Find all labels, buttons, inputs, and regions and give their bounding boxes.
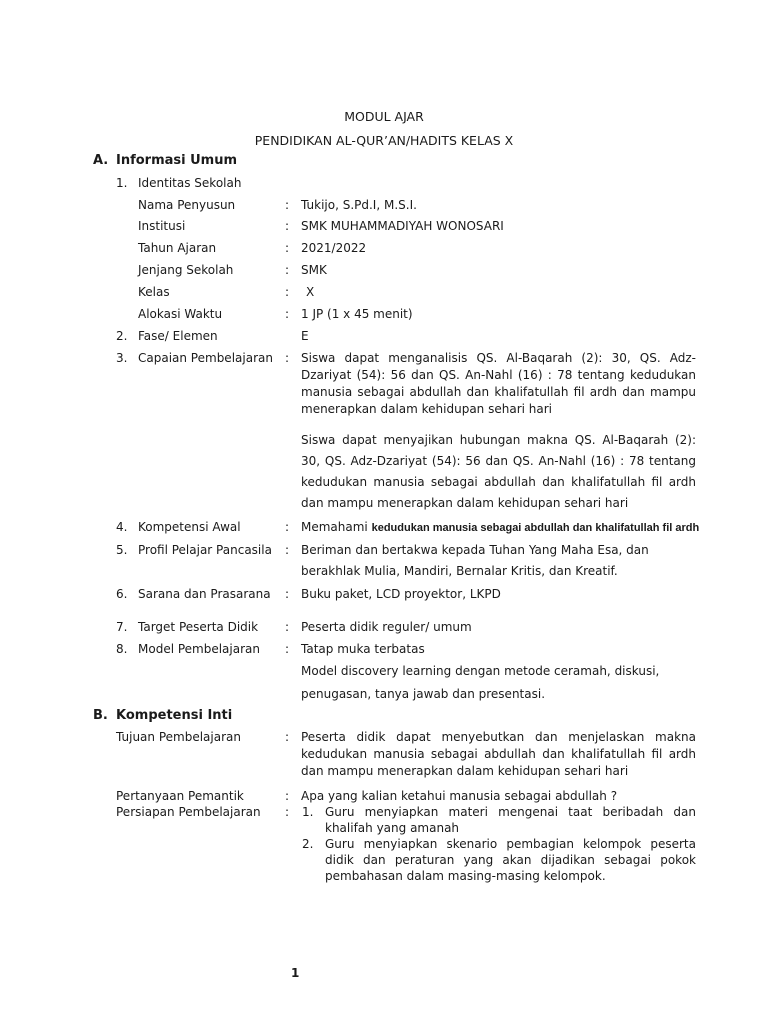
tujuan-value: Peserta didik dapat menyebutkan dan menjelaskan makna kedudukan manusia sebagai abdullah dan khalifatullah fil ardh dan mampu menerapkan dalam kehidupan sehari hari (301, 730, 696, 778)
field-label: Nama Penyusun (138, 198, 236, 212)
persiapan-item-text: Guru menyiapkan materi mengenai taat beribadah dan khalifah yang amanah (325, 805, 696, 835)
section-b-heading: Kompetensi Inti (116, 708, 233, 723)
colon: : (285, 543, 290, 557)
profil-value: Beriman dan bertakwa kepada Tuhan Yang Maha Esa, dan berakhlak Mulia, Mandiri, Bernalar Kritis, dan Kreatif. (301, 543, 649, 578)
fase-label: Fase/ Elemen (138, 329, 218, 343)
target-value: Peserta didik reguler/ umum (301, 620, 472, 634)
field-label: Institusi (138, 219, 186, 233)
colon: : (285, 587, 290, 601)
fase-value: E (301, 329, 309, 343)
field-value: SMK (301, 263, 327, 277)
target-label: Target Peserta Didik (138, 620, 259, 634)
field-value: 2021/2022 (301, 241, 367, 255)
item-number: 5. (116, 543, 128, 557)
colon: : (285, 642, 290, 656)
field-value: Tukijo, S.Pd.I, M.S.I. (301, 198, 417, 212)
capaian-paragraph-2: Siswa dapat menyajikan hubungan makna QS. Al-Baqarah (2): 30, QS. Adz-Dzariyat (54): 56 dan QS. An-Nahl (16) : 78 tentang kedudukan manusia sebagai abdullah dan khalifatullah fil ardh dan mampu menerapkan dalam kehidupan sehari hari (301, 433, 696, 510)
field-label: Alokasi Waktu (138, 307, 223, 321)
doc-subtitle: PENDIDIKAN AL-QUR’AN/HADITS KELAS X (254, 133, 514, 148)
page-number: 1 (291, 966, 300, 980)
kompetensi-awal-bold: kedudukan manusia sebagai abdullah dan khalifatullah fil ardh (371, 522, 700, 534)
colon: : (285, 730, 290, 744)
sarana-value: Buku paket, LCD proyektor, LKPD (301, 587, 501, 601)
profil-label: Profil Pelajar Pancasila (138, 543, 272, 557)
field-value: 1 JP (1 x 45 menit) (301, 307, 413, 321)
capaian-paragraph-1: Siswa dapat menganalisis QS. Al-Baqarah (2): 30, QS. Adz-Dzariyat (54): 56 dan QS. An-Nahl (16) : 78 tentang kedudukan manusia sebagai abdullah dan khalifatullah fil ardh dan mampu menerapkan dalam kehidupan sehari hari (301, 351, 696, 416)
persiapan-item-text: Guru menyiapkan skenario pembagian kelompok peserta didik dan peraturan yang akan dijadikan sebagai pokok pembahasan dalam masing-masing kelompok. (325, 837, 696, 883)
colon: : (285, 620, 290, 634)
section-a-letter: A. (93, 153, 109, 168)
capaian-label: Capaian Pembelajaran (138, 351, 273, 365)
colon: : (285, 241, 290, 255)
section-b-letter: B. (93, 708, 108, 723)
colon: : (285, 263, 290, 277)
item-number: 7. (116, 620, 128, 634)
colon: : (285, 219, 290, 233)
doc-title: MODUL AJAR (344, 109, 424, 124)
pertanyaan-label: Pertanyaan Pemantik (116, 789, 244, 803)
item-number: 6. (116, 587, 128, 601)
colon: : (285, 285, 290, 299)
colon: : (285, 351, 290, 365)
tujuan-label: Tujuan Pembelajaran (116, 730, 241, 744)
colon: : (285, 520, 290, 534)
persiapan-item-number: 2. (302, 837, 314, 851)
persiapan-item-number: 1. (302, 805, 314, 819)
colon: : (285, 805, 290, 819)
colon: : (285, 307, 290, 321)
model-label: Model Pembelajaran (138, 642, 260, 656)
field-label: Tahun Ajaran (138, 241, 217, 255)
sarana-label: Sarana dan Prasarana (138, 587, 271, 601)
field-label: Jenjang Sekolah (138, 263, 234, 277)
pertanyaan-value: Apa yang kalian ketahui manusia sebagai abdullah ? (301, 789, 618, 803)
colon: : (285, 789, 290, 803)
item-number: 2. (116, 329, 128, 343)
kompetensi-awal-prefix: Memahami (301, 520, 368, 534)
field-label: Kelas (138, 285, 170, 299)
item-number: 4. (116, 520, 128, 534)
item-number: 8. (116, 642, 128, 656)
model-value-1: Tatap muka terbatas (301, 642, 425, 656)
item-number: 3. (116, 351, 128, 365)
field-value: X (306, 285, 315, 299)
kompetensi-awal-value (301, 520, 699, 534)
identitas-label: Identitas Sekolah (138, 176, 242, 190)
colon: : (285, 198, 290, 212)
model-value-2: Model discovery learning dengan metode ceramah, diskusi, penugasan, tanya jawab dan presentasi. (301, 664, 660, 701)
item-number: 1. (116, 176, 128, 190)
kompetensi-awal-label: Kompetensi Awal (138, 520, 241, 534)
section-a-heading: Informasi Umum (116, 153, 238, 168)
persiapan-label: Persiapan Pembelajaran (116, 805, 261, 819)
field-value: SMK MUHAMMADIYAH WONOSARI (301, 219, 504, 233)
